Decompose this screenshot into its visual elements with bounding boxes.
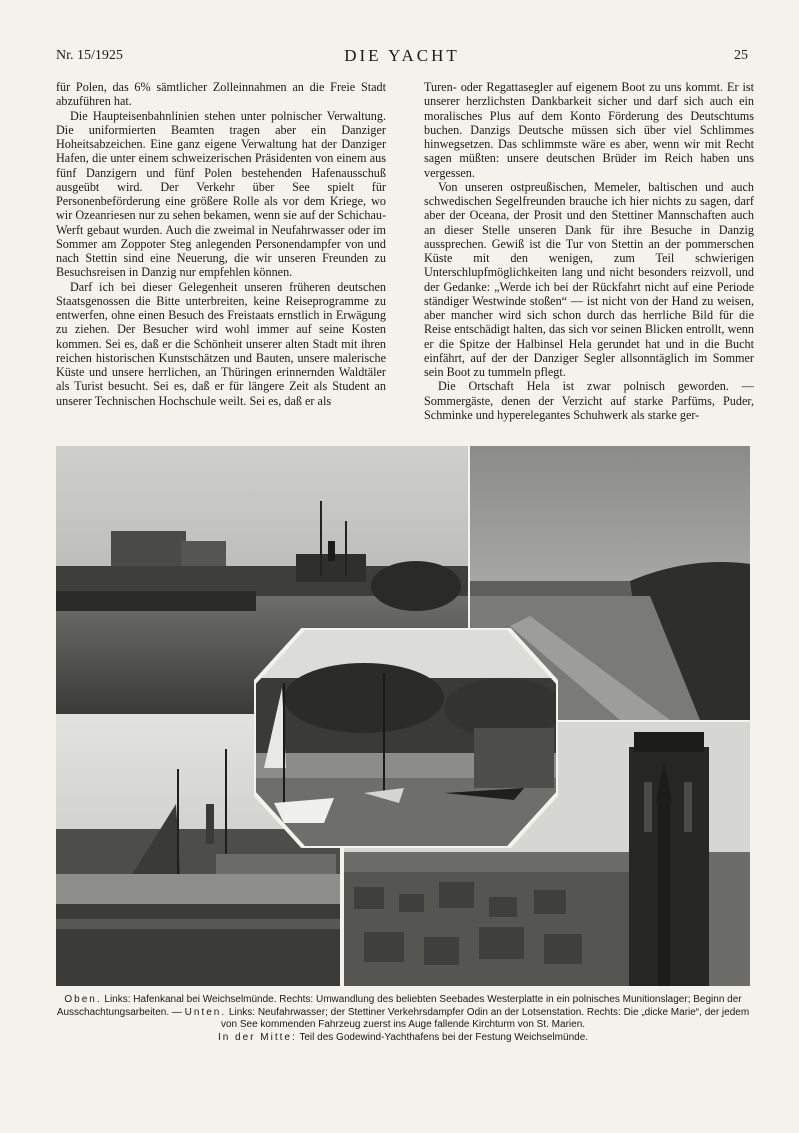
- caption-oben-label: Oben.: [64, 994, 102, 1005]
- page-number: 25: [734, 48, 748, 63]
- issue-number: Nr. 15/1925: [56, 48, 123, 63]
- paragraph: Die Ortschaft Hela ist zwar polnisch geworden. — Sommergäste, denen der Verzicht auf starke Parfüms, Puder, Schminke und hyperelegantes Schuhwerk als starke ger-: [424, 379, 754, 422]
- caption-unten-label: Unten.: [184, 1006, 227, 1018]
- paragraph: für Polen, das 6% sämtlicher Zolleinnahmen an die Freie Stadt abzuführen hat.: [56, 80, 386, 109]
- caption-oben-text: Links: Hafenkanal bei Weichselmünde. Rechts: Umwandlung des beliebten Seebades Westerplatte in ein polnisches Munitionslager; Beginn der Ausschachtungsarbeiten. —: [56, 994, 742, 1018]
- paragraph: Darf ich bei dieser Gelegenheit unseren früheren deutschen Staatsgenossen die Bitte unterbreiten, keine Reiseprogramme zu entwerfen, ohne einen Besuch des Freistaats ernstlich in Erwägung zu ziehen. Der Besucher wird wohl immer auf seine Kosten kommen. Sei es, daß er die Schönheit unserer alten Stadt mit ihren reichen historischen Kunstschätzen und Bauten, unsere malerische Küste und unsere herrlichen, an Thüringen erinnernden Waldtäler als Turist besucht. Sei es, daß er für längere Zeit als Student an unserer Technischen Hochschule weilt. Sei es, daß er als: [56, 279, 386, 408]
- magazine-title: DIE YACHT: [344, 46, 460, 65]
- paragraph: Turen- oder Regattasegler auf eigenem Boot zu uns kommt. Er ist unserer herzlichsten Dankbarkeit sicher und darf sich auch ein moralisches Plus auf dem Konto Förderung des Deutschtums buchen. Danzigs Deutsche müssen sich über viel Schlimmes hinwegsetzen. Das schlimmste wäre es aber, wenn wir mit Recht sagen müßten: unsere deutschen Brüder im Reich haben uns vergessen.: [424, 80, 754, 180]
- caption-mitte-text: Teil des Godewind-Yachthafens bei der Festung Weichselmünde.: [299, 1031, 589, 1043]
- paragraph: Von unseren ostpreußischen, Memeler, baltischen und auch schwedischen Segelfreunden brauche ich hier nichts zu sagen, darf aber der Oceana, der Prosit und den Stettiner Mannschaften auch an dieser Stelle unseren Dank für ihre Besuche in Danzig aussprechen. Gewiß ist die Tur von Stettin an der pommerschen Küste mit den wenigen, zum Teil schwierigen Unterschlupfmöglichkeiten lang und nicht besonders reizvoll, und der Gedanke: „Werde ich bei der Rückfahrt nicht auf eine Periode ständiger Westwinde stoßen“ — ist nicht von der Hand zu weisen, aber mancher wird sich schon durch das herrliche Bild für die Reise entschädigt halten, das sich vor seinen Blicken entrollt, wenn er die Spitze der Halbinsel Hela gerundet hat und in die Bucht einfährt, auf der der Danziger Segler allsonntäglich im Sommer sein Boot zu tummeln pflegt.: [424, 179, 754, 379]
- photo-collage: [56, 446, 750, 986]
- caption-mitte-label: In der Mitte:: [217, 1031, 297, 1043]
- photo-godewind-harbor: [254, 628, 558, 848]
- left-text-column: [56, 80, 386, 408]
- paragraph: Die Haupteisenbahnlinien stehen unter polnischer Verwaltung. Die uniformierten Beamten tragen aber ein Danziger Hoheitsabzeichen. Eine ganz eigene Verwaltung hat der Danziger Hafen, die unter einem schweizerischen Präsidenten von einem aus fünf Danzigern und fünf Polen bestehenden Hafenausschuß ausgeübt wird. Der Verkehr über See spielt für Personenbeförderung eine größere Rolle als vor dem Kriege, wo wir Ozeanriesen nur zu sehen bekamen, wenn sie auf der Schichau-Werft gebaut wurden. Auch die zweimal in Neufahrwasser oder im Sommer am Zoppoter Steg anlegenden Personendampfer von und nach Stettin sind eine Neuerung, die wir unseren Freunden zu Besuchsreisen in Danzig nur empfehlen können.: [56, 108, 386, 280]
- page-header: [56, 48, 748, 68]
- right-text-column: [424, 80, 754, 422]
- caption-unten-text: Links: Neufahrwasser; der Stettiner Verkehrsdampfer Odin an der Lotsenstation. Rechts: Die „dicke Marie“, der jedem von See kommenden Fahrzeug zuerst ins Auge fallende Kirchturm von St. Marien.: [220, 1006, 750, 1030]
- photo-caption: [56, 994, 750, 1044]
